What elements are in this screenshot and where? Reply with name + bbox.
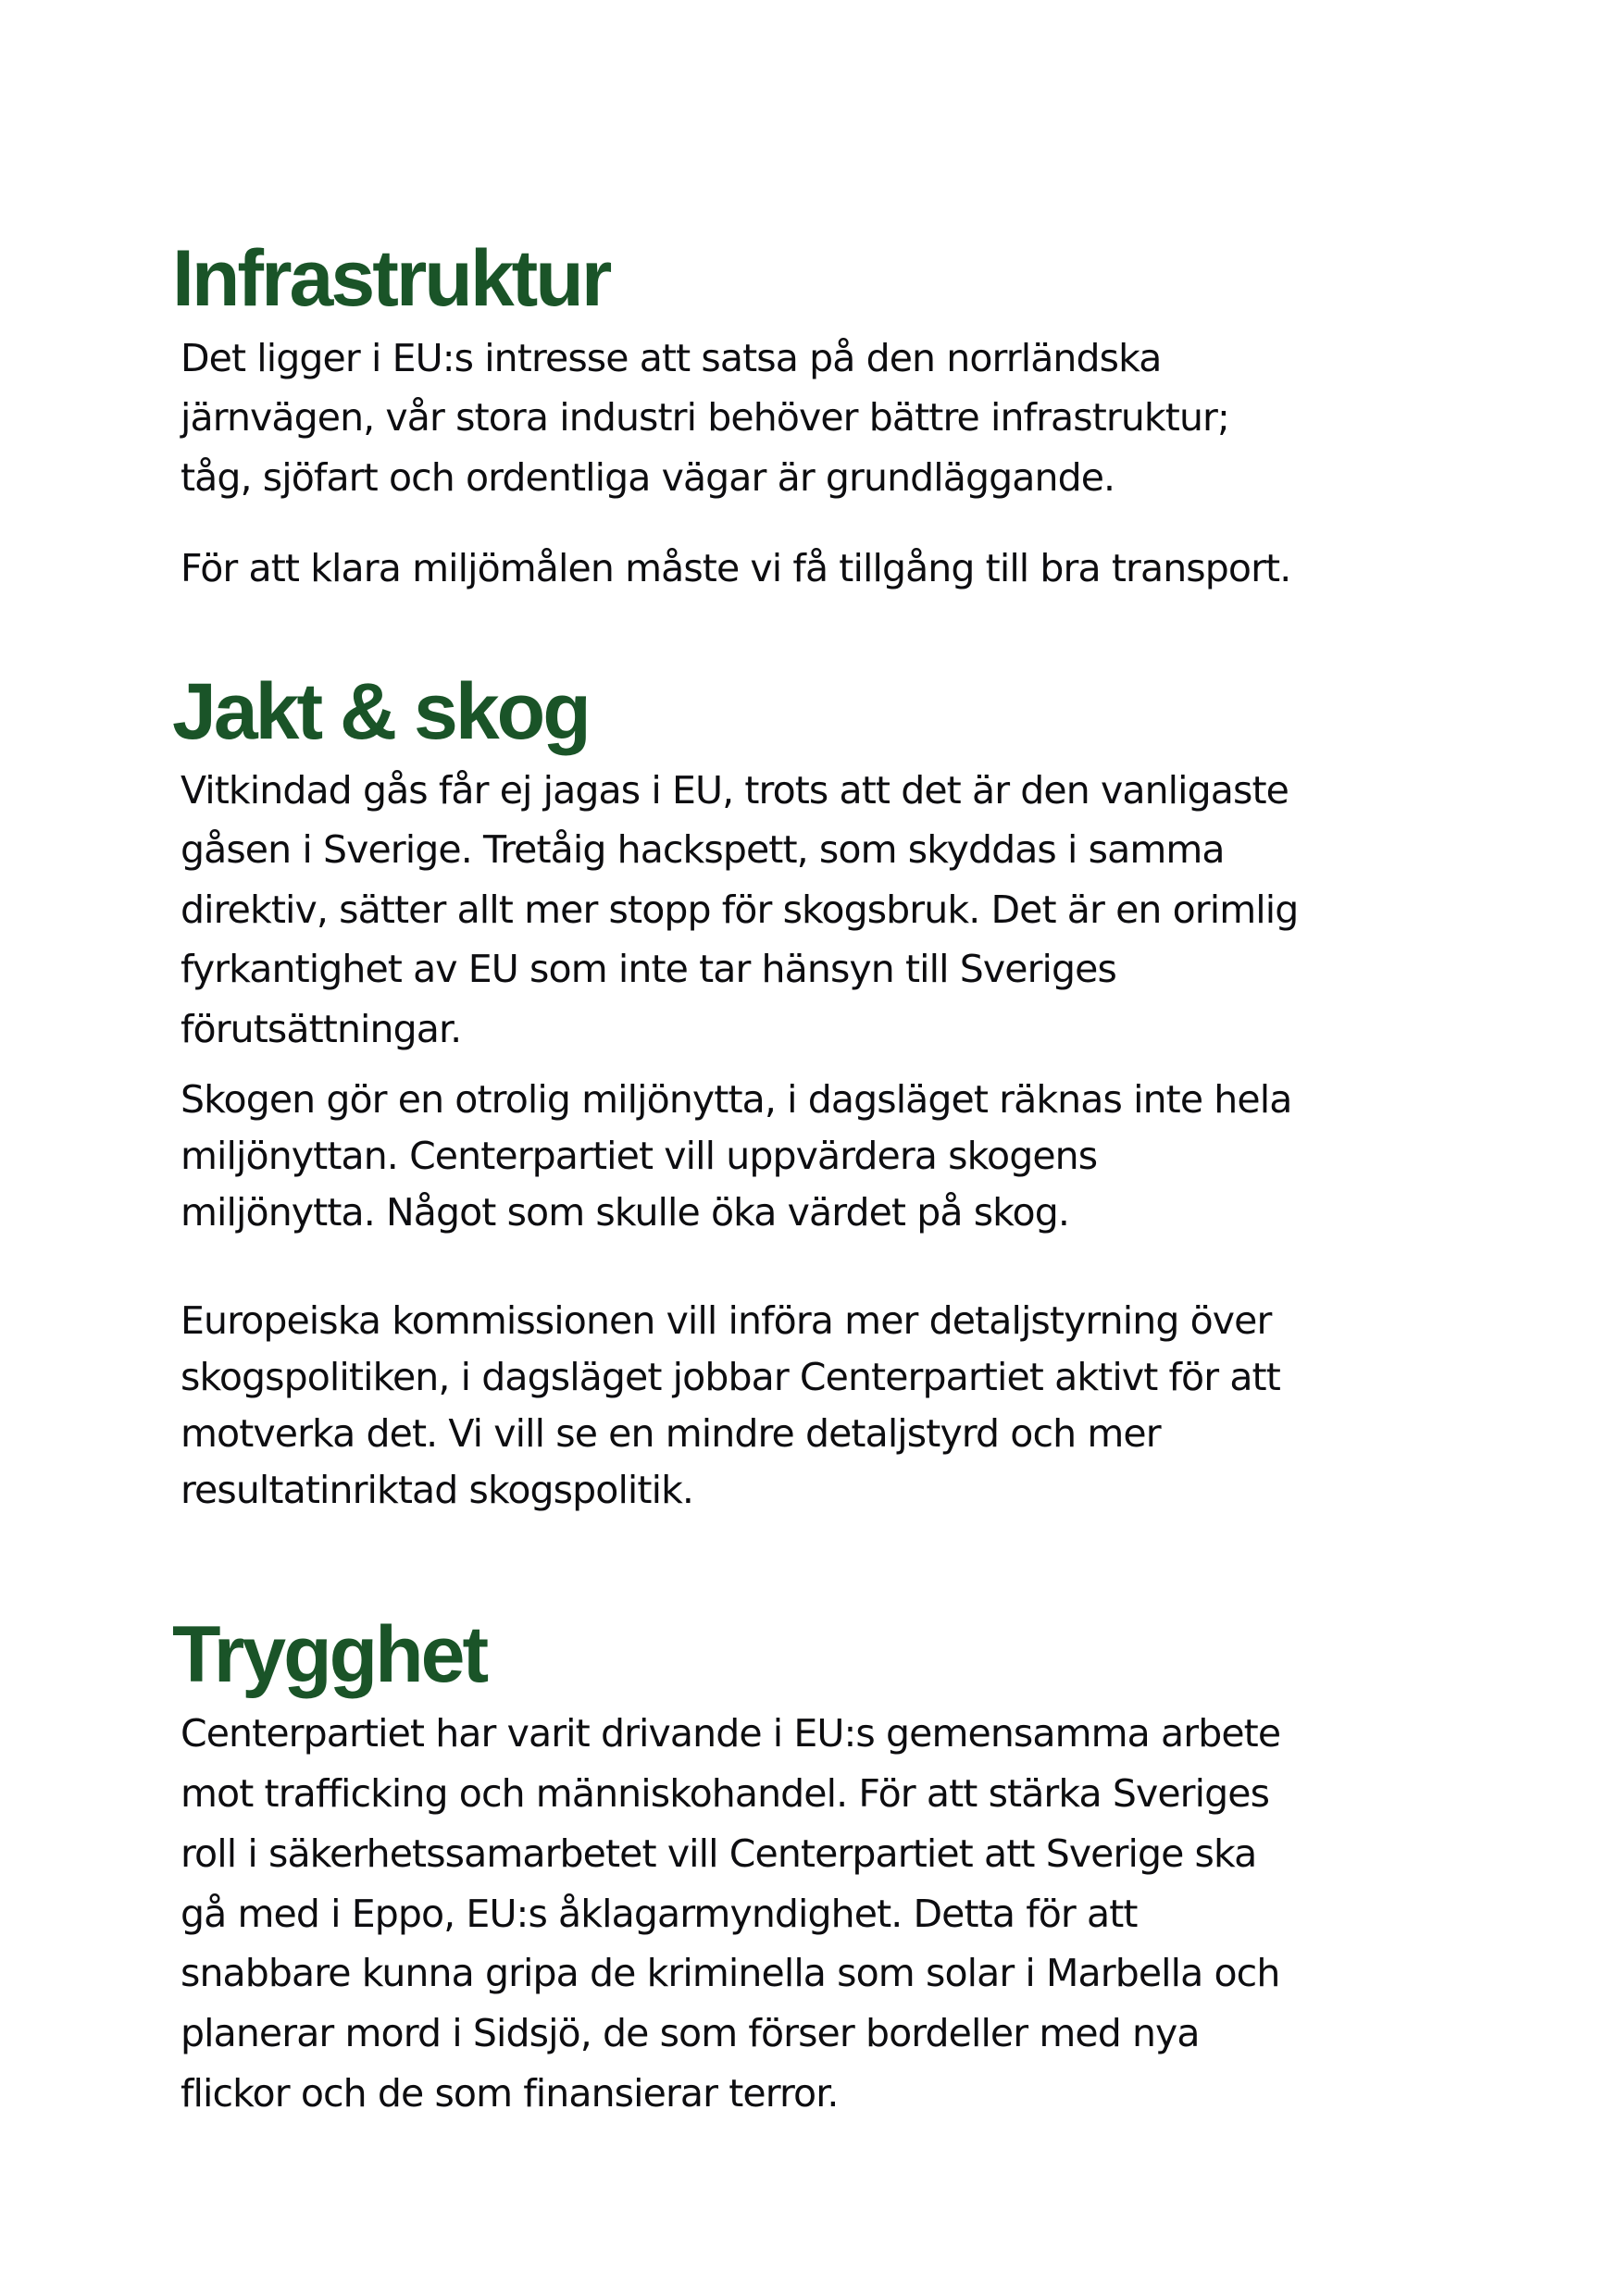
text-line: skogspolitiken, i dagsläget jobbar Centerpartiet aktivt för att [181,1355,1280,1399]
text-line: järnvägen, vår stora industri behöver bättre infrastruktur; [181,395,1229,440]
text-line: miljönytta. Något som skulle öka värdet på skog. [181,1190,1069,1235]
text-line: planerar mord i Sidsjö, de som förser bordeller med nya [181,2011,1200,2055]
section-heading: Infrastruktur [172,234,610,323]
text-line: Det ligger i EU:s intresse att satsa på den norrländska [181,336,1162,380]
text-line: fyrkantighet av EU som inte tar hänsyn till Sveriges [181,947,1116,991]
section-heading: Jakt & skog [172,667,589,756]
text-line: motverka det. Vi vill se en mindre detaljstyrd och mer [181,1411,1161,1456]
text-line: snabbare kunna gripa de kriminella som solar i Marbella och [181,1951,1280,1995]
text-line: miljönyttan. Centerpartiet vill uppvärdera skogens [181,1134,1098,1178]
text-line: För att klara miljömålen måste vi få tillgång till bra transport. [181,546,1291,590]
text-line: Centerpartiet har varit drivande i EU:s gemensamma arbete [181,1711,1281,1756]
text-line: direktiv, sätter allt mer stopp för skogsbruk. Det är en orimlig [181,887,1299,932]
text-line: Vitkindad gås får ej jagas i EU, trots att det är den vanligaste [181,768,1289,813]
text-line: förutsättningar. [181,1007,462,1051]
text-line: roll i säkerhetssamarbetet vill Centerpartiet att Sverige ska [181,1831,1257,1876]
text-line: tåg, sjöfart och ordentliga vägar är grundläggande. [181,455,1115,500]
text-line: mot trafficking och människohandel. För att stärka Sveriges [181,1771,1270,1816]
text-line: Skogen gör en otrolig miljönytta, i dagsläget räknas inte hela [181,1077,1292,1122]
text-line: gåsen i Sverige. Tretåig hackspett, som skyddas i samma [181,827,1225,872]
text-line: resultatinriktad skogspolitik. [181,1468,694,1512]
text-line: flickor och de som finansierar terror. [181,2071,839,2116]
text-line: gå med i Eppo, EU:s åklagarmyndighet. Detta för att [181,1892,1138,1936]
text-line: Europeiska kommissionen vill införa mer detaljstyrning över [181,1298,1272,1343]
section-heading: Trygghet [172,1610,487,1699]
